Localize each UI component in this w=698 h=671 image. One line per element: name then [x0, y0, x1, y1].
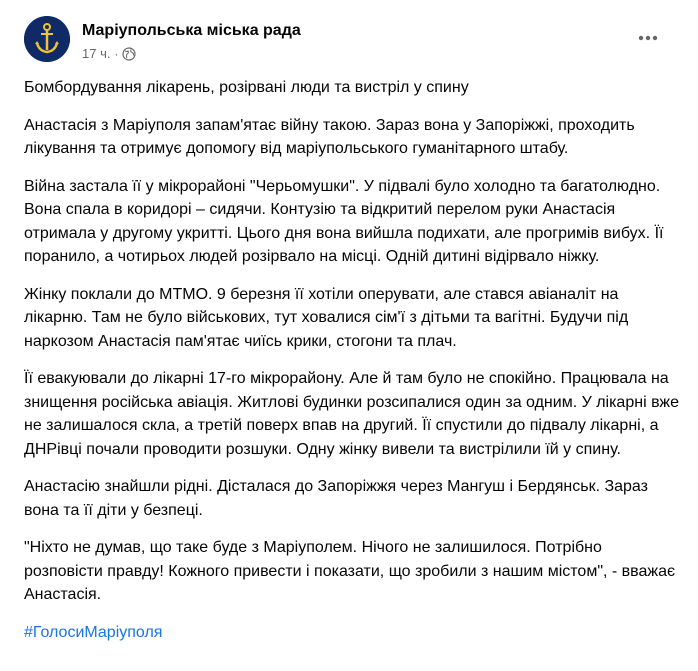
- post-paragraph: Її евакуювали до лікарні 17-го мікрорайону. Але й там було не спокійно. Працювала на знищення російська авіація. Житлові будинки розсипалися один за одним. У лікарні вже не залишалося скла, а третій поверх впав на другий. Її спустили до підвалу лікарні, а ДНРівці почали проводити розшуки. Одну жінку вивели та вистрілили їй у спину.: [24, 370, 679, 458]
- anchor-emblem-icon: [24, 16, 70, 62]
- post-timestamp[interactable]: 17 ч.: [82, 46, 111, 61]
- meta-separator: ·: [114, 46, 119, 61]
- post-paragraph: "Ніхто не думав, що таке буде з Маріуполем. Нічого не залишилося. Потрібно розповісти правду! Кожного привести і показати, що зробили з нашим містом", - вважає Анастасія.: [24, 539, 676, 603]
- avatar[interactable]: [24, 16, 70, 62]
- hashtag-link[interactable]: #ГолосиМаріуполя: [24, 623, 163, 641]
- post-paragraph: Жінку поклали до МТМО. 9 березня її хотіли оперувати, але стався авіаналіт на лікарню. Там не було військових, тут ховалися сім'ї з дітьми та вагітні. Будучи під наркозом Анастасія пам'ятає чиїсь крики, стогони та плач.: [24, 285, 629, 350]
- globe-icon: [122, 47, 136, 61]
- post-paragraph: Анастасія з Маріуполя запам'ятає війну такою. Зараз вона у Запоріжжі, проходить лікування та отримує допомогу від маріупольського гуманітарного штабу.: [24, 116, 635, 157]
- post-body: [24, 76, 684, 658]
- post-meta: [82, 46, 136, 61]
- post-header: [24, 16, 682, 66]
- post-paragraph-title: Бомбордування лікарень, розірвані люди та вистріл у спину: [24, 79, 469, 96]
- page-name-link[interactable]: Маріупольська міська рада: [82, 22, 301, 39]
- more-options-icon[interactable]: [636, 30, 660, 46]
- post-paragraph: Анастасію знайшли рідні. Дісталася до Запоріжжя через Мангуш і Бердянськ. Зараз вона та її діти у безпеці.: [24, 478, 648, 519]
- post-paragraph: Війна застала її у мікрорайоні "Черьомушки". У підвалі було холодно та багатолюдно. Вона спала в коридорі – сидячи. Контузію та відкритий перелом руки Анастасія отримала у другому укритті. Цього дня вона вийшла подихати, але прогримів вибух. Її поранило, а чотирьох людей розірвало на місці. Одній дитині відірвало ніжку.: [24, 177, 664, 265]
